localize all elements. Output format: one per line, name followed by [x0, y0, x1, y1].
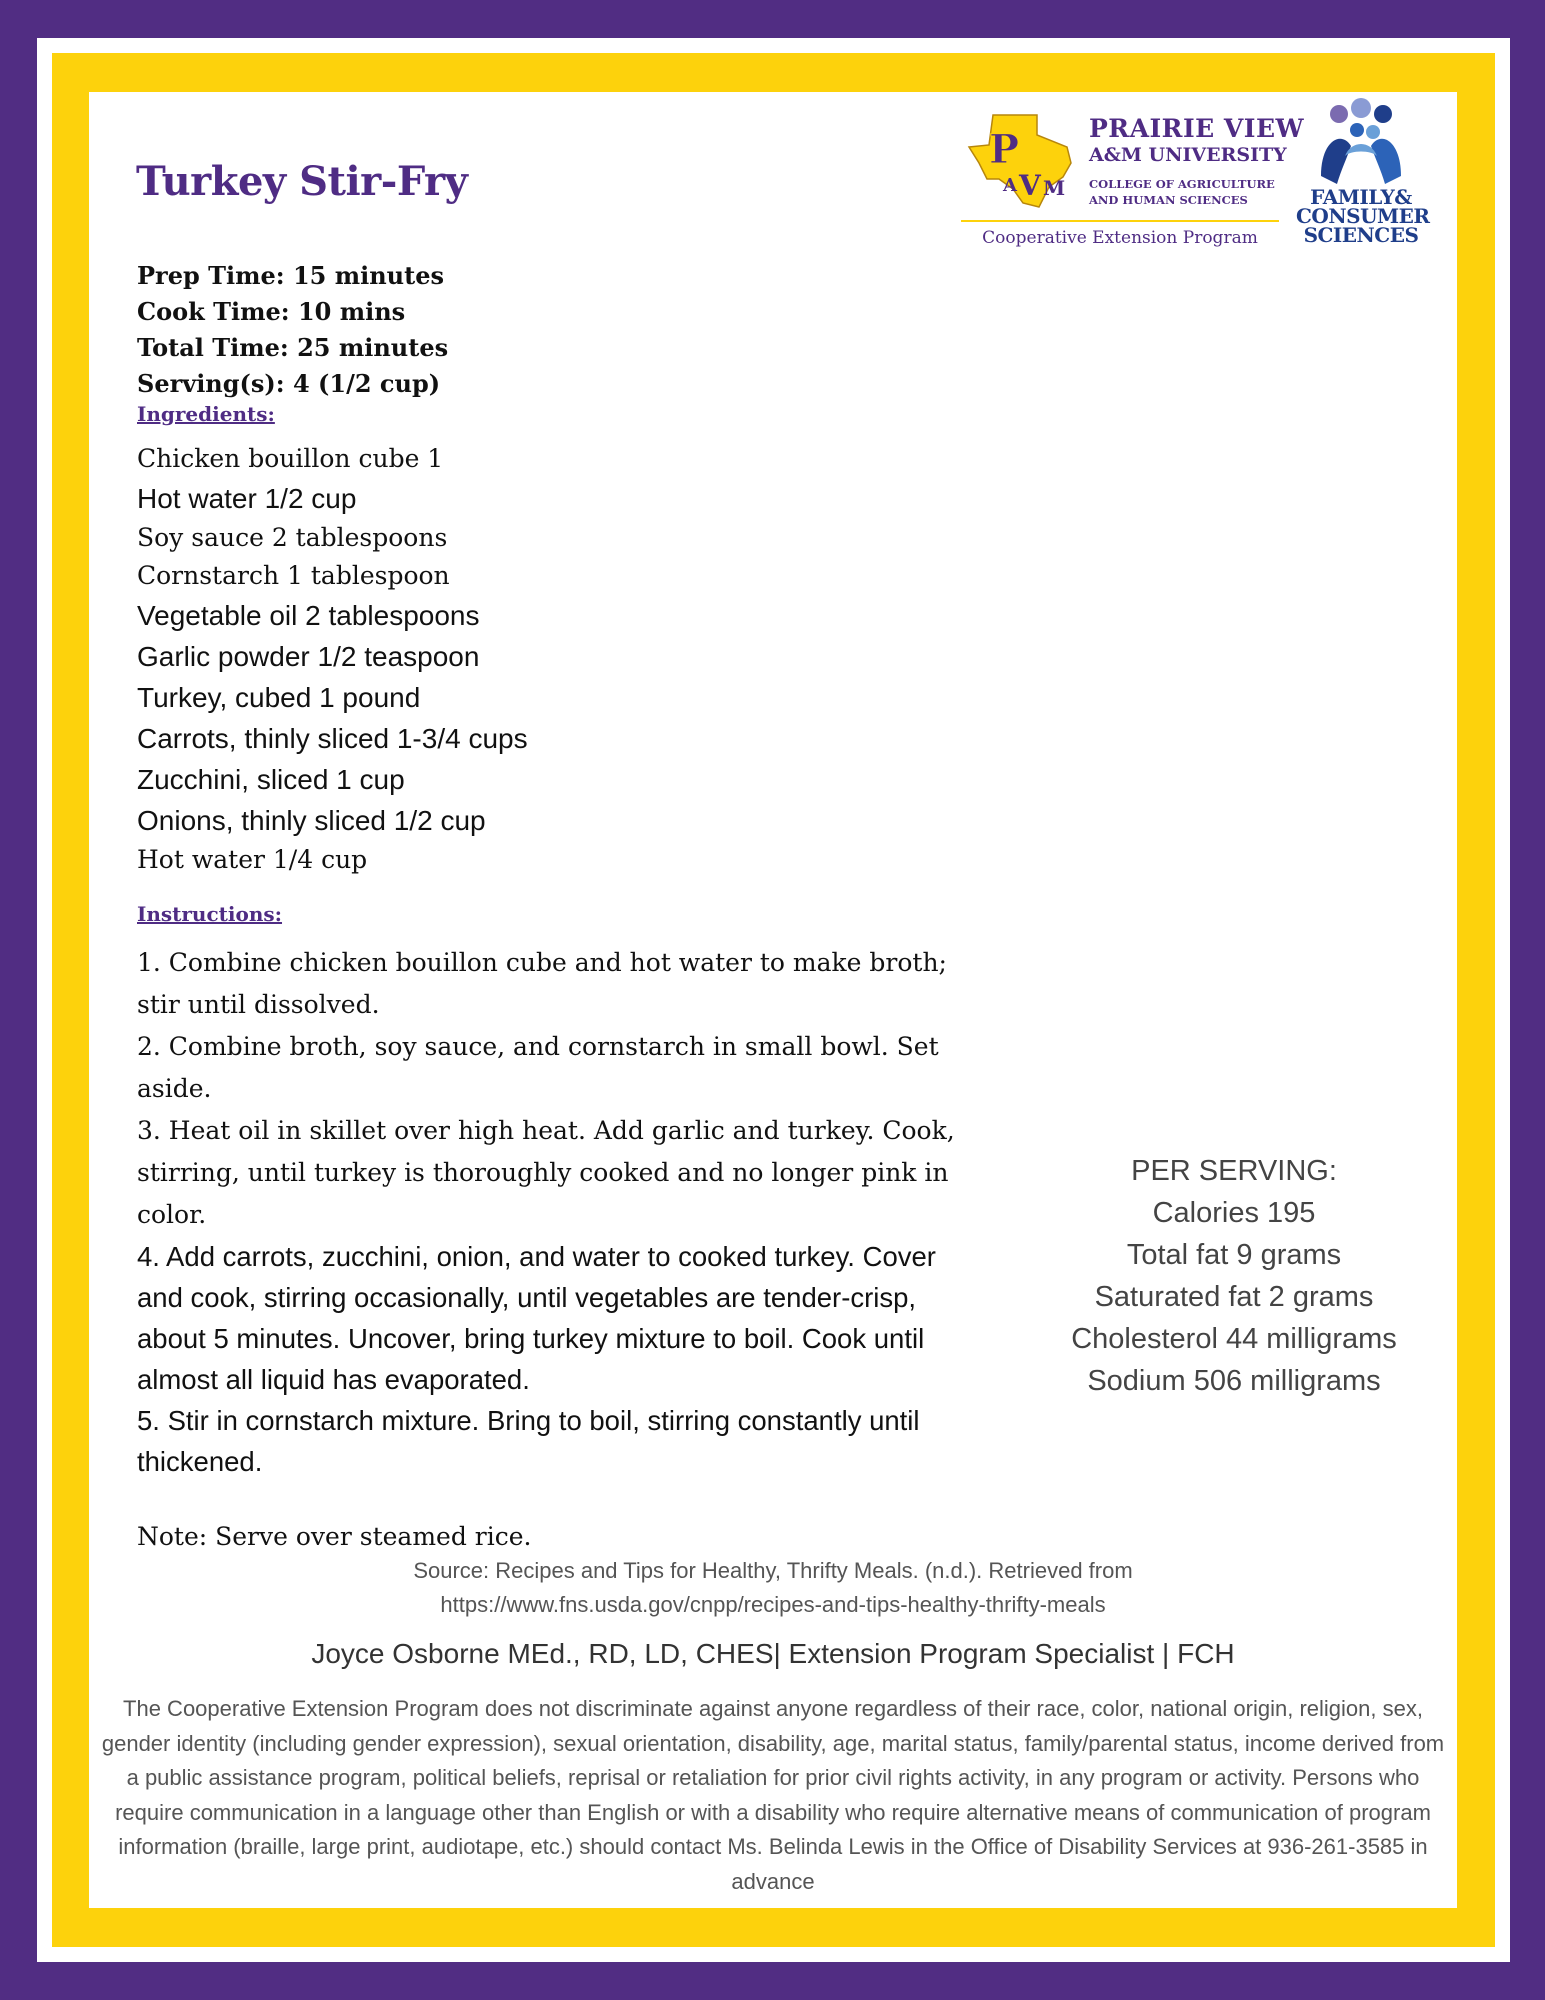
nutrition-cholesterol: Cholesterol 44 milligrams — [1071, 1323, 1397, 1355]
pvamu-college-line2: AND HUMAN SCIENCES — [1089, 193, 1248, 207]
svg-text:V: V — [1019, 169, 1041, 202]
ingredient-item: Hot water 1/4 cup — [137, 845, 368, 874]
nutrition-saturated-fat: Saturated fat 2 grams — [1094, 1281, 1374, 1313]
nondiscrimination-disclaimer: The Cooperative Extension Program does not discriminate against anyone regardless of their race, color, national origin, religion, sex, gender identity (including gender expression), sexual orientation, disability, age, marital status, family/parental status, income derived from a public assistance program, political beliefs, reprisal or retaliation for prior civil rights activity, in any program or activity. Persons who require communication in a language other than English or with a disability who require alternative means of communication of program information (braille, large print, audiotape, etc.) should contact Ms. Belinda Lewis in the Office of Disability Services at 936-261-3585 in advance — [101, 1696, 1445, 1894]
instructions-heading: Instructions: — [137, 902, 283, 926]
instruction-step: 5. Stir in cornstarch mixture. Bring to boil, stirring constantly until thickened. — [137, 1405, 920, 1477]
instruction-step: 3. Heat oil in skillet over high heat. Add garlic and turkey. Cook, stirring, until turkey is thoroughly cooked and no longer pink in color. — [137, 1116, 955, 1229]
ingredient-item: Hot water 1/2 cup — [137, 483, 357, 514]
fcs-line2: CONSUMER — [1296, 204, 1430, 228]
source-url: https://www.fns.usda.gov/cnpp/recipes-and-tips-healthy-thrifty-meals — [440, 1592, 1106, 1617]
fcs-line3: SCIENCES — [1303, 223, 1419, 247]
source-line1: Source: Recipes and Tips for Healthy, Thrifty Meals. (n.d.). Retrieved from — [413, 1558, 1133, 1583]
ingredient-item: Soy sauce 2 tablespoons — [137, 523, 448, 552]
recipe-times — [137, 258, 448, 402]
nutrition-facts — [1009, 1150, 1459, 1402]
ingredient-item: Cornstarch 1 tablespoon — [137, 561, 450, 590]
pvamu-divider — [961, 220, 1279, 222]
nutrition-total-fat: Total fat 9 grams — [1126, 1239, 1342, 1271]
cook-time: Cook Time: 10 mins — [137, 297, 406, 326]
fcs-line1: FAMILY& — [1310, 185, 1412, 209]
ingredients-heading: Ingredients: — [137, 402, 275, 426]
total-time: Total Time: 25 minutes — [137, 333, 449, 362]
instruction-step: 1. Combine chicken bouillon cube and hot water to make broth; stir until dissolved. — [137, 948, 947, 1019]
ingredient-item: Zucchini, sliced 1 cup — [137, 764, 405, 795]
nutrition-calories: Calories 195 — [1152, 1197, 1316, 1229]
pvamu-name-line1: PRAIRIE VIEW — [1089, 114, 1305, 143]
svg-text:P: P — [989, 126, 1020, 173]
ingredient-item: Chicken bouillon cube 1 — [137, 444, 444, 473]
fcs-logo-text — [1296, 185, 1430, 247]
source-citation — [89, 1554, 1457, 1622]
ingredients-list — [137, 440, 528, 879]
ingredient-item: Garlic powder 1/2 teaspoon — [137, 641, 480, 672]
recipe-title: Turkey Stir-Fry — [136, 158, 468, 205]
recipe-card — [89, 92, 1457, 1908]
nutrition-sodium: Sodium 506 milligrams — [1087, 1365, 1381, 1397]
ingredient-item: Vegetable oil 2 tablespoons — [137, 600, 480, 631]
instruction-step: 2. Combine broth, soy sauce, and cornstarch in small bowl. Set aside. — [137, 1032, 939, 1103]
svg-text:M: M — [1043, 176, 1066, 200]
prep-time: Prep Time: 15 minutes — [137, 261, 444, 290]
nutrition-heading: PER SERVING: — [1131, 1155, 1337, 1187]
pvamu-name-line2: A&M UNIVERSITY — [1089, 144, 1287, 166]
ingredient-item: Onions, thinly sliced 1/2 cup — [137, 805, 486, 836]
pvamu-program-name: Cooperative Extension Program — [982, 228, 1258, 248]
serving-note: Note: Serve over steamed rice. — [137, 1522, 532, 1551]
svg-text:A: A — [1003, 175, 1017, 196]
pvamu-college — [1089, 176, 1275, 208]
instructions-list — [137, 942, 967, 1482]
pvamu-college-line1: COLLEGE OF AGRICULTURE — [1089, 177, 1275, 191]
author-credit: Joyce Osborne MEd., RD, LD, CHES| Extension Program Specialist | FCH — [311, 1638, 1235, 1669]
ingredient-item: Carrots, thinly sliced 1-3/4 cups — [137, 723, 528, 754]
instruction-step: 4. Add carrots, zucchini, onion, and water to cooked turkey. Cover and cook, stirring occasionally, until vegetables are tender-crisp, about 5 minutes. Uncover, bring turkey mixture to boil. Cook until almost all liquid has evaporated. — [137, 1241, 936, 1395]
servings: Serving(s): 4 (1/2 cup) — [137, 369, 441, 398]
ingredient-item: Turkey, cubed 1 pound — [137, 682, 421, 713]
